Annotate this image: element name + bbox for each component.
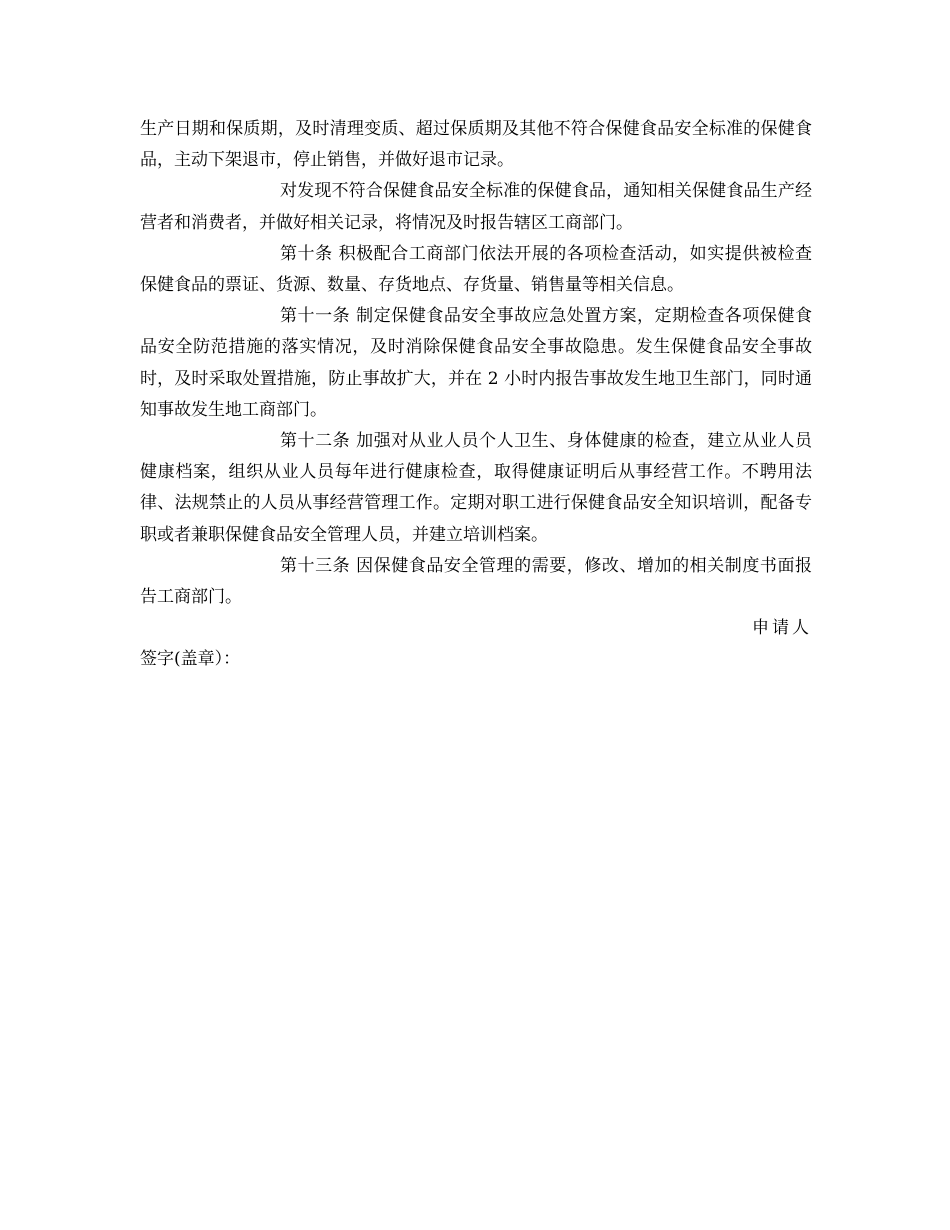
paragraph-article-10: 第十条 积极配合工商部门依法开展的各项检查活动，如实提供被检查保健食品的票证、货源、数量、存货地点、存货量、销售量等相关信息。 [140,243,812,296]
signature-seal-label: 签字(盖章）： [140,649,241,670]
paragraph-nonconforming-notice: 对发现不符合保健食品安全标准的保健食品，通知相关保健食品生产经营者和消费者，并做好相关记录，将情况及时报告辖区工商部门。 [140,181,812,233]
paragraph-article-11: 第十一条 制定保健食品安全事故应急处置方案，定期检查各项保健食品安全防范措施的落实情况，及时消除保健食品安全事故隐患。发生保健食品安全事故时，及时采取处置措施，防止事故扩大，并在 2 小时内报告事故发生地卫生部门，同时通知事故发生地工商部门。 [140,306,812,420]
document-page [140,114,812,676]
paragraph-article-13: 第十三条 因保健食品安全管理的需要，修改、增加的相关制度书面报告工商部门。 [140,555,812,608]
paragraph-shelf-life: 生产日期和保质期，及时清理变质、超过保质期及其他不符合保健食品安全标准的保健食品，主动下架退市，停止销售，并做好退市记录。 [140,119,812,171]
applicant-label: 申请人 [752,618,812,639]
paragraph-article-12: 第十二条 加强对从业人员个人卫生、身体健康的检查，建立从业人员健康档案，组织从业人员每年进行健康检查，取得健康证明后从事经营工作。不聘用法律、法规禁止的人员从事经营管理工作。定期对职工进行保健食品安全知识培训，配备专职或者兼职保健食品安全管理人员，并建立培训档案。 [140,431,812,545]
